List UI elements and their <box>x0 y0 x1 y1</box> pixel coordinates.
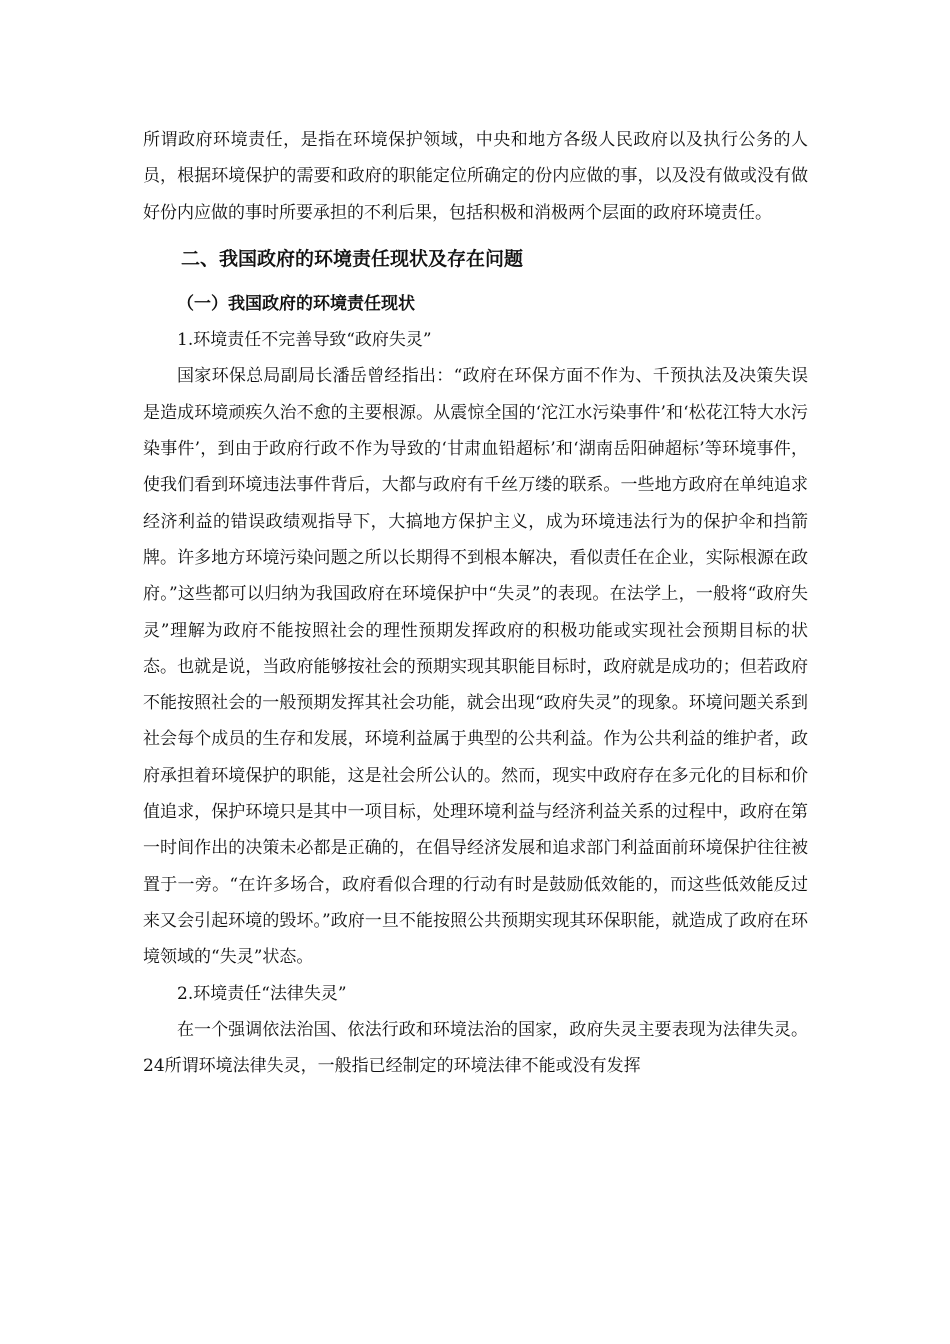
item2-paragraph: 在一个强调依法治国、依法行政和环境法治的国家，政府失灵主要表现为法律失灵。24所谓环境法律失灵，一般指已经制定的环境法律不能或没有发挥 <box>143 1019 808 1077</box>
document-page <box>143 122 808 1084</box>
item2-heading: 2.环境责任“法律失灵” <box>177 983 347 1004</box>
item1-heading: 1.环境责任不完善导致“政府失灵” <box>177 330 432 351</box>
item1-paragraph: 国家环保总局副局长潘岳曾经指出：“政府在环保方面不作为、千预执法及决策失误是造成环境顽疾久治不愈的主要根源。从震惊全国的‘沱江水污染事件’和‘松花江特大水污染事件’，到由于政府行政不作为导致的‘甘肃血铅超标’和‘湖南岳阳砷超标’等环境事件，使我们看到环境违法事件背后，大都与政府有千丝万缕的联系。一些地方政府在单纯追求经济利益的错误政绩观指导下，大搞地方保护主义，成为环境违法行为的保护伞和挡箭牌。许多地方环境污染问题之所以长期得不到根本解决，看似责任在企业，实际根源在政府。”这些都可以归纳为我国政府在环境保护中“失灵”的表现。在法学上，一般将“政府失灵”理解为政府不能按照社会的理性预期发挥政府的积极功能或实现社会预期目标的状态。也就是说，当政府能够按社会的预期实现其职能目标时，政府就是成功的；但若政府不能按照社会的一般预期发挥其社会功能，就会出现“政府失灵”的现象。环境问题关系到社会每个成员的生存和发展，环境利益属于典型的公共利益。作为公共利益的维护者，政府承担着环境保护的职能，这是社会所公认的。然而，现实中政府存在多元化的目标和价值追求，保护环境只是其中一项目标，处理环境利益与经济利益关系的过程中，政府在第一时间作出的决策未必都是正确的，在倡导经济发展和追求部门利益面前环境保护往往被置于一旁。“在许多场合，政府看似合理的行动有时是鼓励低效能的，而这些低效能反过来又会引起环境的毁坏。”政府一旦不能按照公共预期实现其环保职能，就造成了政府在环境领域的“失灵”状态。 <box>143 366 808 968</box>
section-heading: 二、我国政府的环境责任现状及存在问题 <box>181 247 524 270</box>
intro-paragraph: 所谓政府环境责任，是指在环境保护领域，中央和地方各级人民政府以及执行公务的人员，根据环境保护的需要和政府的职能定位所确定的份内应做的事，以及没有做或没有做好份内应做的事时所要承担的不利后果，包括积极和消极两个层面的政府环境责任。 <box>143 130 808 223</box>
subsection-heading: （一）我国政府的环境责任现状 <box>177 293 415 314</box>
